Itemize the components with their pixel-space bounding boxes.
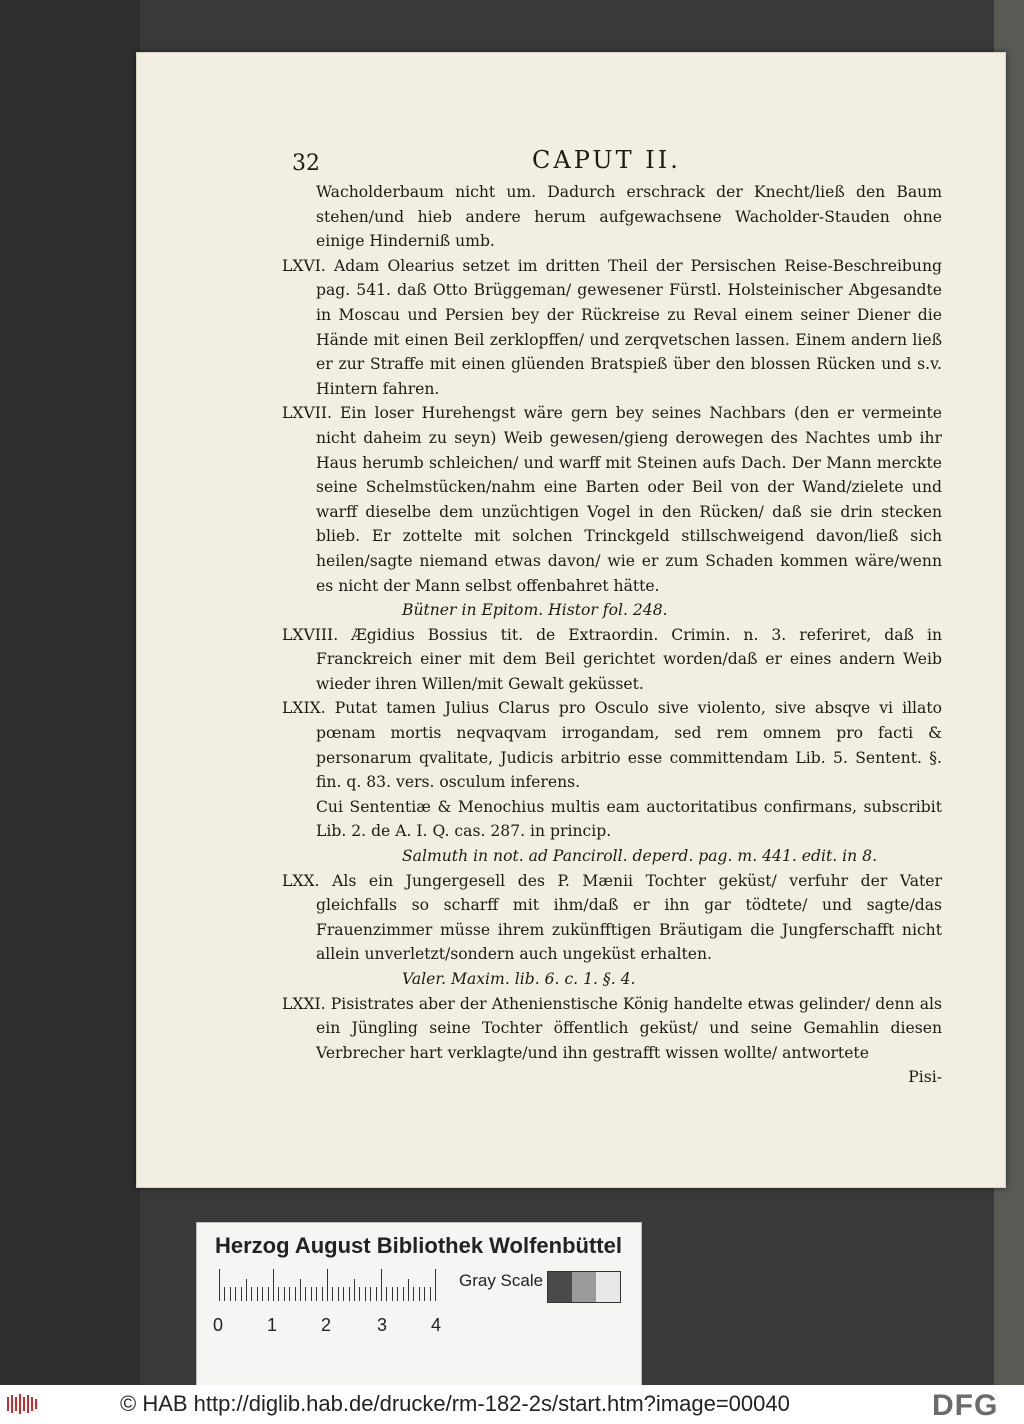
paragraph-continued: Wacholderbaum nicht um. Dadurch erschrack der Knecht/ließ den Baum stehen/und hieb andere herum aufgewachsene Wacholder-Stauden ohne einige Hinderniß umb. xyxy=(316,183,942,251)
paragraph-lxviii: LXVIII. Ægidius Bossius tit. de Extraordin. Crimin. n. 3. referiret, daß in Franckreich einer mit dem Beil gerichtet worden/daß er eines andern Weib wieder ihren Willen/mit Gewalt geküsset. xyxy=(282,625,942,693)
paragraph-lxvi: LXVI. Adam Olearius setzet im dritten Theil der Persischen Reise-Beschreibung pag. 541. daß Otto Brüggeman/ gewesener Fürstl. Holsteinischer Abgesandte in Moscau und Persien bey der Rückreise zu Reval einem seiner Diener die Hände mit einen Beil zerklopffen/ und zerqvetschen lassen. Einem andern ließ er zur Straffe mit einen glüenden Bratspieß über den blossen Rücken und s.v. Hintern fahren. xyxy=(282,256,942,398)
ruler-tick xyxy=(311,1287,312,1301)
footer-credit: © HAB http://diglib.hab.de/drucke/rm-182-2s/start.htm?image=00040 xyxy=(120,1391,790,1416)
gray-scale-swatches xyxy=(547,1271,621,1303)
ruler-tick xyxy=(370,1287,371,1301)
scanner-backdrop-left xyxy=(0,0,140,1385)
ruler-tick xyxy=(251,1287,252,1301)
ruler-tick xyxy=(332,1287,333,1301)
catchword: Pisi- xyxy=(908,1068,942,1087)
ruler-number: 4 xyxy=(431,1315,442,1335)
ruler-tick xyxy=(273,1269,274,1301)
ruler-number: 3 xyxy=(377,1315,388,1335)
gray-swatch xyxy=(596,1272,620,1302)
ruler-tick xyxy=(397,1287,398,1301)
ruler-tick xyxy=(419,1287,420,1301)
ruler-tick xyxy=(268,1287,269,1301)
ruler-tick xyxy=(403,1287,404,1301)
ruler-tick xyxy=(316,1287,317,1301)
ruler-tick xyxy=(354,1279,355,1301)
ruler-tick xyxy=(284,1287,285,1301)
ruler xyxy=(219,1269,439,1301)
running-head: CAPUT II. xyxy=(532,146,681,174)
ruler-number: 0 xyxy=(213,1315,224,1335)
library-color-card xyxy=(196,1222,642,1388)
ruler-tick xyxy=(408,1279,409,1301)
ruler-tick xyxy=(246,1279,247,1301)
gray-scale-label: Gray Scale xyxy=(459,1271,544,1290)
paragraph-lxx: LXX. Als ein Jungergesell des P. Mænii Tochter geküst/ verfuhr der Vater gleichfalls so scharff mit ihm/daß er ihn gar tödtete/ und sagte/das Frauenzimmer müsse ihrem zukünfftigen Bräutigam die Jungferschafft nicht allein unverletzt/sondern auch ungeküst erhalten. xyxy=(282,871,942,964)
ruler-number: 1 xyxy=(267,1315,278,1335)
ruler-tick xyxy=(359,1287,360,1301)
paragraph-lxix: LXIX. Putat tamen Julius Clarus pro Osculo sive violento, sive absqve vi illato pœnam mortis neqvaqvam irrogandam, sed rem omnem pro facti & personarum qvalitate, Judicis arbitrio esse committendam Lib. 5. Sentent. §. fin. q. 83. vers. osculum inferens. xyxy=(282,699,942,792)
ruler-tick xyxy=(343,1287,344,1301)
ruler-tick xyxy=(241,1287,242,1301)
ruler-tick xyxy=(289,1287,290,1301)
ruler-tick xyxy=(235,1287,236,1301)
ruler-tick xyxy=(386,1287,387,1301)
ruler-number: 2 xyxy=(321,1315,332,1335)
footer-bar xyxy=(0,1385,1024,1424)
paragraph-menochius: Cui Sententiæ & Menochius multis eam auctoritatibus confirmans, subscribit Lib. 2. de A. I. Q. cas. 287. in princip. xyxy=(316,797,942,841)
ruler-tick xyxy=(430,1287,431,1301)
ruler-tick xyxy=(376,1287,377,1301)
ruler-tick xyxy=(300,1279,301,1301)
ruler-tick xyxy=(327,1269,328,1301)
ruler-tick xyxy=(224,1287,225,1301)
page-number: 32 xyxy=(292,151,320,176)
page-text xyxy=(282,148,942,1090)
ruler-tick xyxy=(381,1269,382,1301)
ruler-tick xyxy=(278,1287,279,1301)
ruler-tick xyxy=(424,1287,425,1301)
paragraph-lxxi: LXXI. Pisistrates aber der Athenienstische König handelte etwas gelinder/ denn als ein Jüngling seine Tochter öffentlich geküst/ und seine Gemahlin diesen Verbrecher hart verklagte/und ihn gestrafft wissen wollte/ antwortete xyxy=(282,994,942,1062)
hab-logo-icon xyxy=(6,1393,38,1415)
dfg-logo: DFG xyxy=(932,1389,999,1422)
ruler-tick xyxy=(413,1287,414,1301)
ruler-tick xyxy=(392,1287,393,1301)
ruler-tick xyxy=(349,1287,350,1301)
ruler-tick xyxy=(322,1287,323,1301)
citation-butner: Bütner in Epitom. Histor fol. 248. xyxy=(402,601,668,620)
library-name: Herzog August Bibliothek Wolfenbüttel xyxy=(215,1233,622,1258)
ruler-tick xyxy=(219,1269,220,1301)
paragraph-lxvii: LXVII. Ein loser Hurehengst wäre gern bey seines Nachbars (den er vermeinte nicht daheim zu seyn) Weib gewesen/gieng derowegen des Nachtes umb ihr Haus herumb schleichen/ und warff mit Steinen aufs Dach. Der Mann merckte seine Schelmstücken/nahm eine Barten oder Beil von der Wand/zielete und warff dieselbe dem unzüchtigen Vogel in den Rücken/ daß sie drin stecken blieb. Er zottelte mit solchen Trinckgeld stillschweigend davon/ließ sich heilen/sagte niemand etwas davon/ wie er zum Schaden kommen wäre/wenn es nicht der Mann selbst offenbahret hätte. xyxy=(282,404,942,595)
citation-valerius: Valer. Maxim. lib. 6. c. 1. §. 4. xyxy=(402,970,636,988)
ruler-tick xyxy=(230,1287,231,1301)
ruler-tick xyxy=(257,1287,258,1301)
ruler-tick xyxy=(262,1287,263,1301)
citation-salmuth: Salmuth in not. ad Panciroll. deperd. pag. m. 441. edit. in 8. xyxy=(402,847,878,866)
ruler-tick xyxy=(305,1287,306,1301)
ruler-tick xyxy=(295,1287,296,1301)
gray-swatch xyxy=(548,1272,572,1302)
ruler-tick xyxy=(435,1269,436,1301)
gray-swatch xyxy=(572,1272,596,1302)
ruler-tick xyxy=(365,1287,366,1301)
page-header xyxy=(282,148,942,180)
ruler-tick xyxy=(338,1287,339,1301)
